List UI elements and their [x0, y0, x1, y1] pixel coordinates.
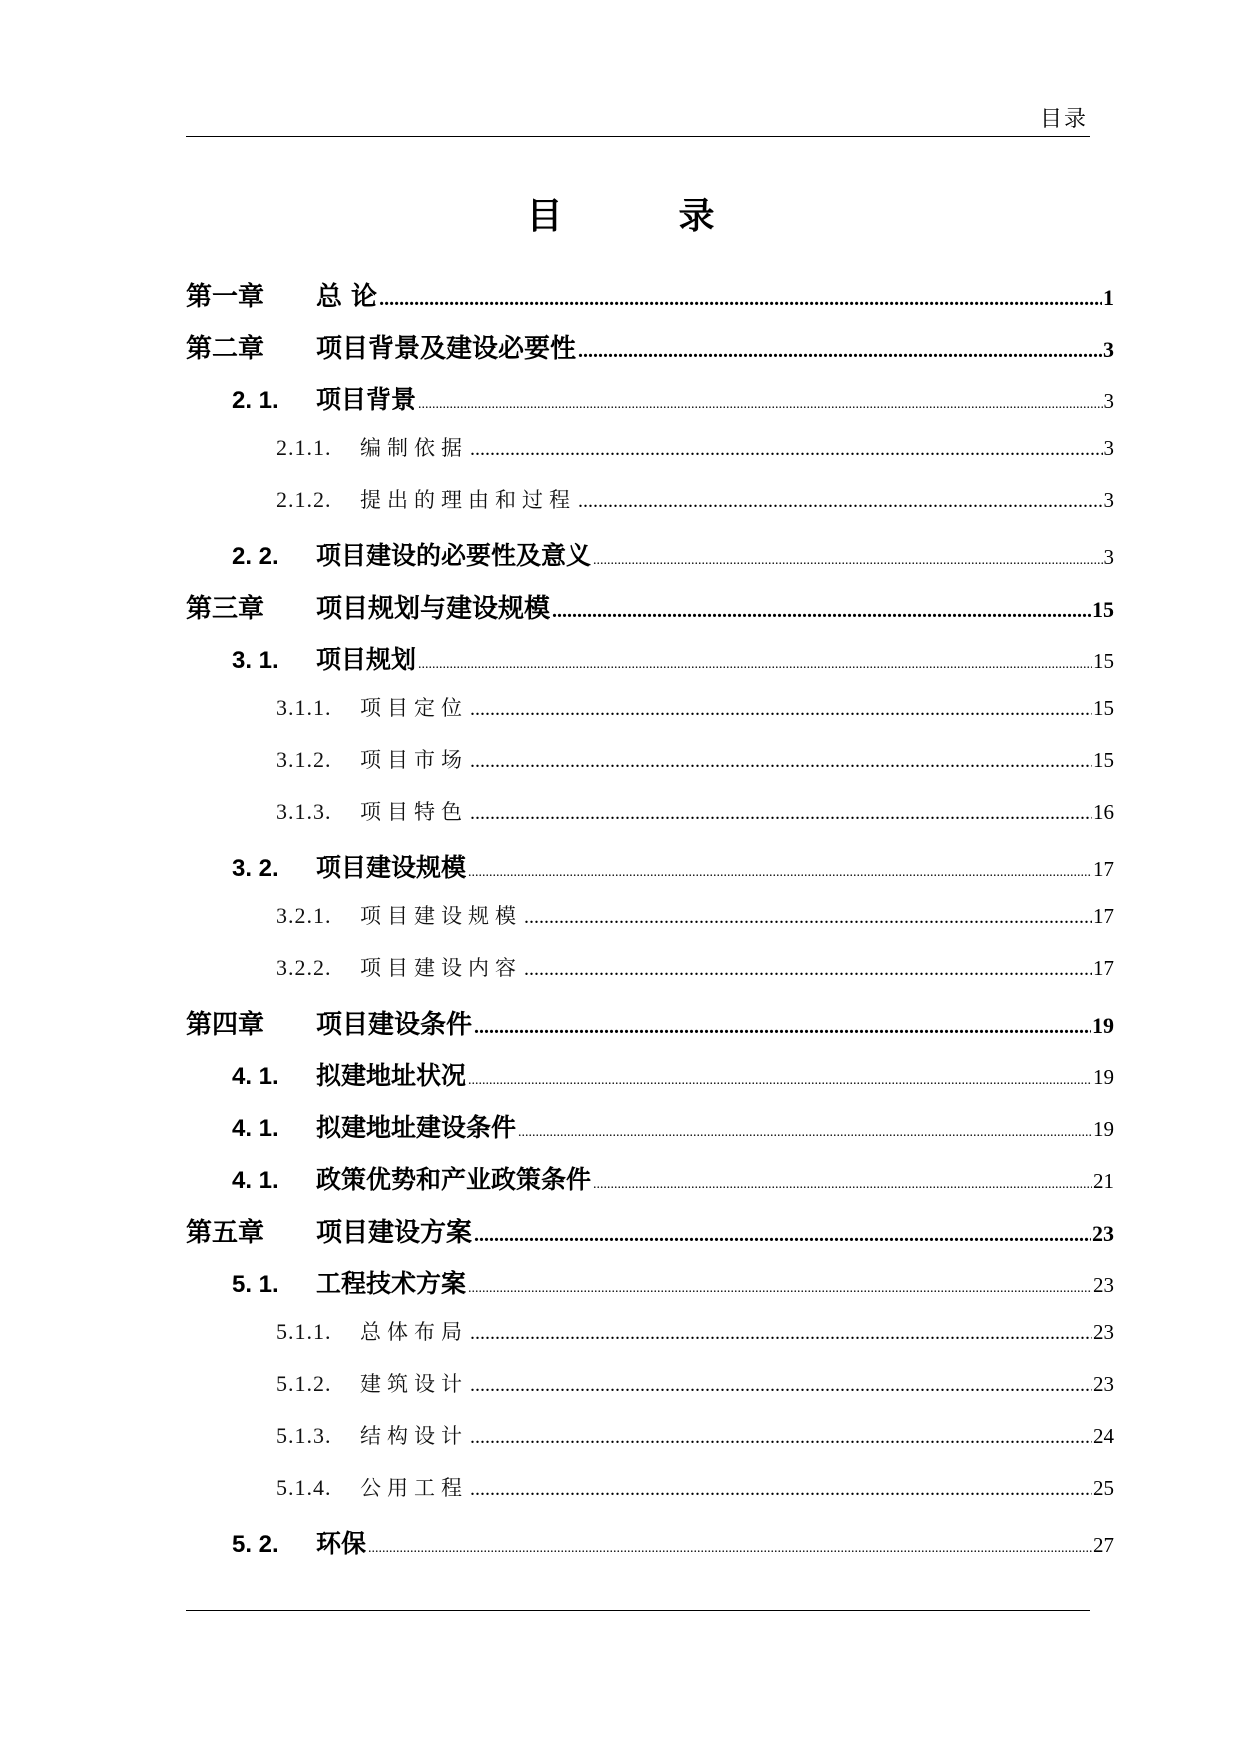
toc-entry-page-number: 3 [1103, 389, 1114, 413]
page-footer-rule [186, 1610, 1090, 1611]
toc-entry-level-1[interactable] [186, 1212, 1114, 1264]
toc-entry-number: 2.1.2. [276, 487, 332, 512]
toc-entry-page-number: 3 [1103, 488, 1114, 512]
toc-entry-level-3[interactable] [186, 1316, 1114, 1368]
toc-entry-page-number: 15 [1093, 748, 1114, 772]
toc-dot-leader [524, 958, 1092, 978]
toc-dot-leader [470, 1426, 1092, 1446]
toc-entry-page-number: 15 [1092, 597, 1114, 622]
toc-entry-level-3[interactable] [186, 1472, 1114, 1524]
toc-entry-number: 3.1.1. [276, 695, 332, 720]
toc-dot-leader [470, 438, 1103, 458]
toc-entry-label: 拟建地址建设条件 [316, 1113, 517, 1142]
table-of-contents [186, 276, 1114, 1576]
toc-entry-page-number: 23 [1093, 1320, 1114, 1344]
toc-entry-page-number: 23 [1093, 1273, 1114, 1297]
toc-entry-level-2[interactable] [186, 380, 1114, 432]
toc-entry-label: 项目背景及建设必要性 [316, 334, 577, 364]
toc-entry-number: 4. 1. [232, 1167, 279, 1194]
toc-dot-leader [418, 397, 1102, 411]
toc-entry-number: 3.1.3. [276, 799, 332, 824]
toc-dot-leader [524, 906, 1092, 926]
toc-entry-level-2[interactable] [186, 1108, 1114, 1160]
toc-entry-label: 工程技术方案 [316, 1269, 467, 1298]
running-header-title: 目录 [1039, 107, 1088, 132]
toc-entry-label: 总 论 [316, 282, 378, 312]
toc-entry-page-number: 17 [1093, 956, 1114, 980]
toc-entry-level-2[interactable] [186, 1056, 1114, 1108]
toc-entry-label: 项目市场 [360, 748, 468, 772]
toc-entry-number: 5.1.4. [276, 1475, 332, 1500]
toc-dot-leader [379, 288, 1102, 308]
toc-entry-label: 项目建设的必要性及意义 [316, 541, 592, 570]
toc-entry-number: 第三章 [186, 594, 265, 624]
toc-entry-number: 4. 1. [232, 1115, 279, 1142]
toc-dot-leader [470, 1374, 1092, 1394]
toc-entry-label: 项目建设规模 [316, 853, 467, 882]
toc-entry-number: 2.1.1. [276, 435, 332, 460]
toc-entry-label: 环保 [316, 1529, 367, 1558]
toc-entry-label: 项目特色 [360, 800, 468, 824]
toc-entry-number: 3.2.1. [276, 903, 332, 928]
toc-dot-leader [593, 1177, 1092, 1191]
toc-title: 目 录 [526, 196, 755, 237]
toc-entry-page-number: 19 [1092, 1013, 1114, 1038]
toc-entry-level-1[interactable] [186, 588, 1114, 640]
toc-entry-number: 第四章 [186, 1010, 265, 1040]
toc-entry-label: 编制依据 [360, 436, 468, 460]
toc-entry-level-3[interactable] [186, 432, 1114, 484]
toc-dot-leader [593, 553, 1102, 567]
toc-entry-label: 项目规划与建设规模 [316, 594, 551, 624]
toc-entry-level-2[interactable] [186, 1264, 1114, 1316]
toc-dot-leader [474, 1224, 1091, 1244]
toc-entry-page-number: 23 [1093, 1372, 1114, 1396]
toc-entry-label: 项目定位 [360, 696, 468, 720]
toc-entry-label: 项目建设内容 [360, 956, 522, 980]
toc-entry-page-number: 19 [1093, 1065, 1114, 1089]
toc-entry-page-number: 17 [1093, 857, 1114, 881]
toc-entry-page-number: 27 [1093, 1533, 1114, 1557]
toc-entry-number: 5.1.1. [276, 1319, 332, 1344]
toc-entry-page-number: 17 [1093, 904, 1114, 928]
toc-entry-number: 第五章 [186, 1218, 265, 1248]
toc-entry-level-2[interactable] [186, 640, 1114, 692]
page-header [186, 96, 1090, 137]
toc-entry-number: 2. 1. [232, 387, 279, 414]
toc-entry-page-number: 3 [1103, 436, 1114, 460]
toc-entry-number: 4. 1. [232, 1063, 279, 1090]
toc-entry-number: 3. 2. [232, 855, 279, 882]
toc-entry-page-number: 1 [1103, 285, 1114, 310]
toc-dot-leader [474, 1016, 1091, 1036]
toc-entry-number: 5. 1. [232, 1271, 279, 1298]
toc-entry-level-3[interactable] [186, 484, 1114, 536]
toc-entry-page-number: 23 [1092, 1221, 1114, 1246]
toc-dot-leader [518, 1125, 1092, 1139]
toc-entry-page-number: 15 [1093, 696, 1114, 720]
toc-dot-leader [470, 1322, 1092, 1342]
toc-entry-label: 总体布局 [360, 1320, 468, 1344]
toc-entry-label: 政策优势和产业政策条件 [316, 1165, 592, 1194]
toc-entry-page-number: 3 [1103, 545, 1114, 569]
toc-dot-leader [578, 490, 1103, 510]
toc-entry-level-2[interactable] [186, 536, 1114, 588]
toc-entry-level-3[interactable] [186, 796, 1114, 848]
toc-entry-page-number: 25 [1093, 1476, 1114, 1500]
toc-entry-level-3[interactable] [186, 1368, 1114, 1420]
toc-entry-number: 5.1.3. [276, 1423, 332, 1448]
toc-entry-level-3[interactable] [186, 952, 1114, 1004]
toc-dot-leader [470, 698, 1092, 718]
toc-entry-number: 5. 2. [232, 1531, 279, 1558]
toc-dot-leader [470, 802, 1092, 822]
toc-entry-level-3[interactable] [186, 900, 1114, 952]
toc-dot-leader [552, 600, 1091, 620]
toc-entry-page-number: 19 [1093, 1117, 1114, 1141]
toc-entry-label: 项目建设方案 [316, 1218, 473, 1248]
toc-entry-level-2[interactable] [186, 1524, 1114, 1576]
toc-dot-leader [468, 1073, 1092, 1087]
toc-entry-label: 拟建地址状况 [316, 1061, 467, 1090]
toc-dot-leader [470, 750, 1092, 770]
toc-entry-number: 3. 1. [232, 647, 279, 674]
toc-entry-number: 2. 2. [232, 543, 279, 570]
toc-entry-label: 结构设计 [360, 1424, 468, 1448]
toc-entry-label: 公用工程 [360, 1476, 468, 1500]
toc-entry-number: 3.2.2. [276, 955, 332, 980]
toc-entry-level-2[interactable] [186, 848, 1114, 900]
toc-entry-label: 提出的理由和过程 [360, 488, 576, 512]
toc-entry-label: 项目建设规模 [360, 904, 522, 928]
toc-entry-number: 第二章 [186, 334, 265, 364]
toc-entry-number: 第一章 [186, 282, 265, 312]
toc-entry-page-number: 15 [1093, 649, 1114, 673]
toc-entry-level-1[interactable] [186, 276, 1114, 328]
toc-dot-leader [418, 657, 1092, 671]
toc-dot-leader [470, 1478, 1092, 1498]
toc-dot-leader [468, 865, 1092, 879]
toc-entry-number: 3.1.2. [276, 747, 332, 772]
toc-entry-page-number: 24 [1093, 1424, 1114, 1448]
toc-entry-level-1[interactable] [186, 1004, 1114, 1056]
toc-entry-level-2[interactable] [186, 1160, 1114, 1212]
toc-entry-level-1[interactable] [186, 328, 1114, 380]
toc-dot-leader [578, 340, 1102, 360]
toc-entry-page-number: 3 [1103, 337, 1114, 362]
toc-entry-page-number: 21 [1093, 1169, 1114, 1193]
toc-entry-number: 5.1.2. [276, 1371, 332, 1396]
toc-entry-label: 项目建设条件 [316, 1010, 473, 1040]
toc-dot-leader [368, 1541, 1092, 1555]
toc-entry-label: 项目背景 [316, 385, 417, 414]
toc-entry-label: 项目规划 [316, 645, 417, 674]
toc-entry-page-number: 16 [1093, 800, 1114, 824]
toc-entry-level-3[interactable] [186, 744, 1114, 796]
toc-entry-label: 建筑设计 [360, 1372, 468, 1396]
toc-dot-leader [468, 1281, 1092, 1295]
toc-entry-level-3[interactable] [186, 692, 1114, 744]
toc-entry-level-3[interactable] [186, 1420, 1114, 1472]
